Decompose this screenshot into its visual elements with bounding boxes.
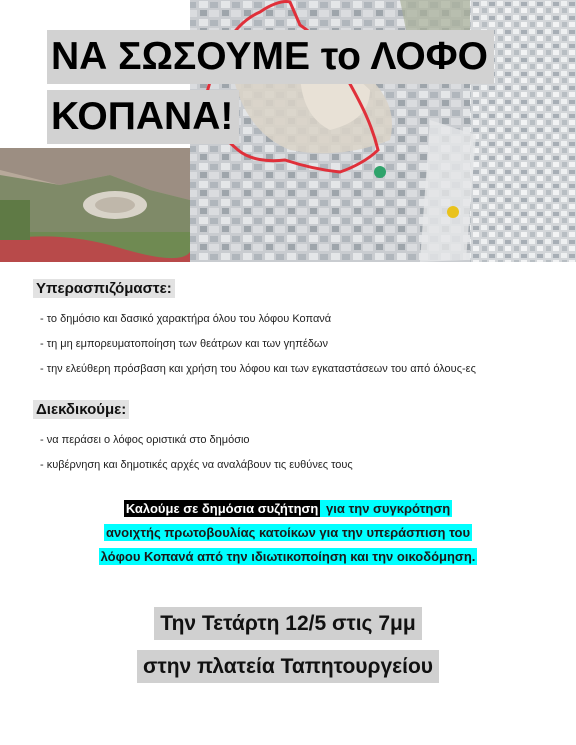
invitation-text bbox=[0, 497, 576, 569]
invitation-line-3 bbox=[0, 545, 576, 569]
invitation-highlight-cyan: για την συγκρότηση bbox=[322, 501, 451, 516]
list-item: - την ελεύθερη πρόσβαση και χρήση του λόφου και των εγκαταστάσεων του από όλους-ες bbox=[40, 363, 476, 375]
page-title-line-1: ΝΑ ΣΩΣΟΥΜΕ το ΛΟΦΟ bbox=[47, 30, 494, 84]
list-item: - τη μη εμπορευματοποίηση των θεάτρων και των γηπέδων bbox=[40, 338, 328, 350]
page-title-line-2: ΚΟΠΑΝΑ! bbox=[47, 90, 239, 144]
list-item: - το δημόσιο και δασικό χαρακτήρα όλου του λόφου Κοπανά bbox=[40, 313, 332, 325]
event-date bbox=[0, 612, 576, 636]
defend-heading: Υπερασπιζόμαστε: bbox=[33, 279, 175, 298]
demand-list bbox=[40, 428, 353, 478]
invitation-highlight-dark: Καλούμε σε δημόσια συζήτηση bbox=[125, 501, 319, 516]
invitation-line-2 bbox=[0, 521, 576, 545]
event-location bbox=[0, 655, 576, 679]
event-date-text: Την Τετάρτη 12/5 στις 7μμ bbox=[154, 607, 421, 640]
list-item: - να περάσει ο λόφος οριστικά στο δημόσιο bbox=[40, 434, 250, 446]
hillside-theatre-photo bbox=[0, 148, 190, 262]
list-item: - κυβέρνηση και δημοτικές αρχές να αναλάβουν τις ευθύνες τους bbox=[40, 459, 353, 471]
invitation-highlight-cyan: λόφου Κοπανά από την ιδιωτικοποίηση και την οικοδόμηση. bbox=[100, 549, 476, 564]
invitation-line-1 bbox=[0, 497, 576, 521]
invitation-highlight-cyan: ανοιχτής πρωτοβουλίας κατοίκων για την υπεράσπιση του bbox=[105, 525, 471, 540]
event-location-text: στην πλατεία Ταπητουργείου bbox=[137, 650, 439, 683]
demand-heading: Διεκδικούμε: bbox=[33, 400, 129, 419]
defend-list bbox=[40, 307, 476, 382]
